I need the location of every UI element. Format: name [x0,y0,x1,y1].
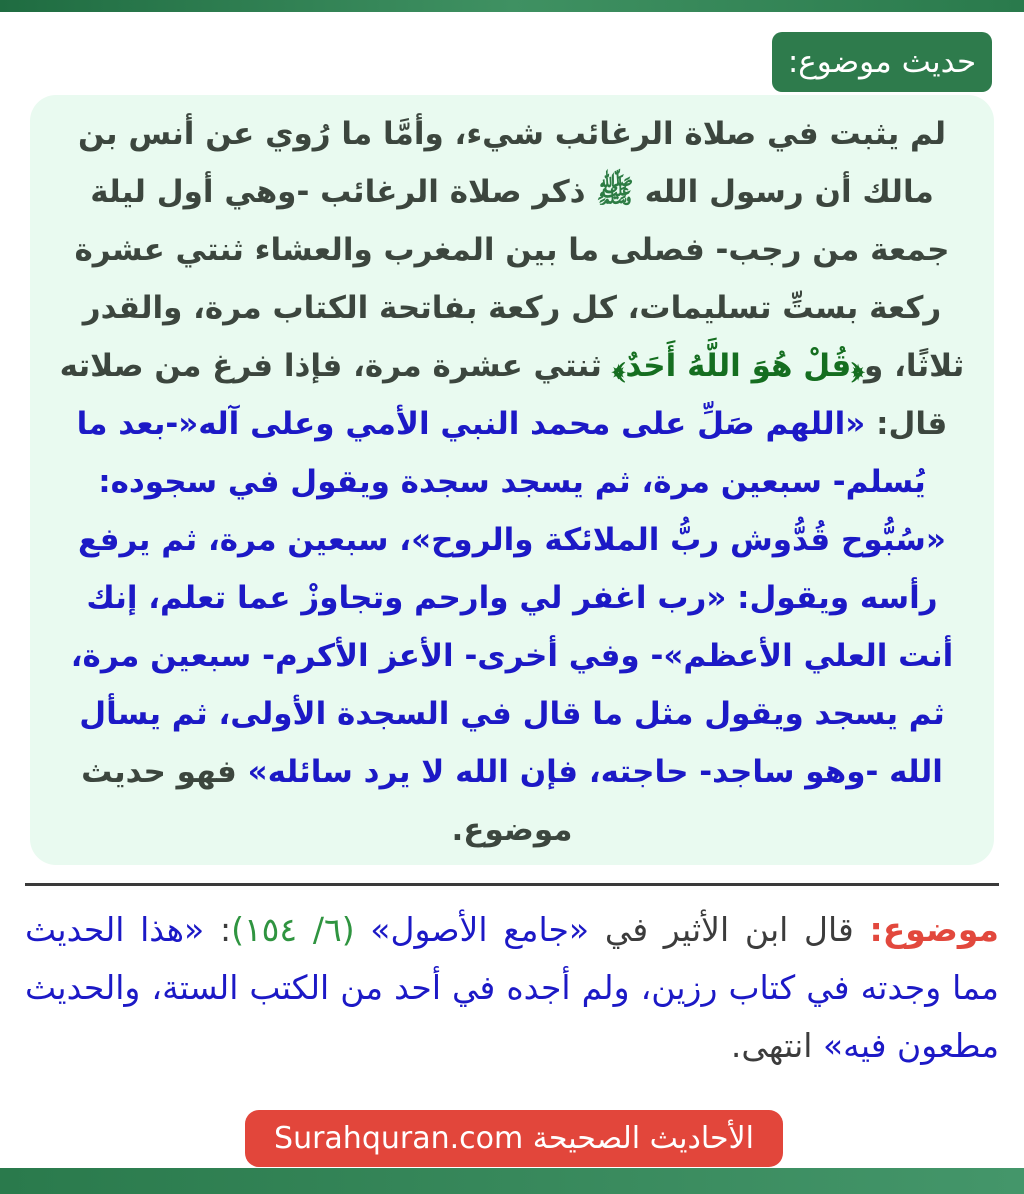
top-green-bar [0,0,1024,12]
verdict-text: موضوع: قال ابن الأثير في «جامع الأصول» (٦/ ١٥٤): «هذا الحديث مما وجدته في كتاب رزين، ولم أجده في أحد من الكتب الستة، والحديث مطعون فيه» انتهى. [25,910,999,1065]
hadith-text-box [30,95,994,865]
horizontal-divider [25,883,999,886]
site-banner: الأحاديث الصحيحة Surahquran.com [245,1110,783,1167]
bottom-green-bar [0,1168,1024,1194]
hadith-text: لم يثبت في صلاة الرغائب شيء، وأمَّا ما رُوي عن أنس بن مالك أن رسول الله ﷺ ذكر صلاة الرغائب -وهي أول ليلة جمعة من رجب- فصلى ما بين المغرب والعشاء ثنتي عشرة ركعة بستِّ تسليمات، كل ركعة بفاتحة الكتاب مرة، والقدر ثلاثًا، و﴿قُلْ هُوَ اللَّهُ أَحَدٌ﴾ ثنتي عشرة مرة، فإذا فرغ من صلاته قال: «اللهم صَلِّ على محمد النبي الأمي وعلى آله«-بعد ما يُسلم- سبعين مرة، ثم يسجد سجدة ويقول في سجوده: «سُبُّوح قُدُّوش ربُّ الملائكة والروح»، سبعين مرة، ثم يرفع رأسه ويقول: «رب اغفر لي وارحم وتجاوزْ عما تعلم، إنك أنت العلي الأعظم»- وفي أخرى- الأعز الأكرم- سبعين مرة، ثم يسجد ويقول مثل ما قال في السجدة الأولى، ثم يسأل الله -وهو ساجد- حاجته، فإن الله لا يرد سائله» فهو حديث موضوع. [59,116,965,848]
verdict-paragraph [25,901,999,1075]
hadith-status-label: حديث موضوع: [772,32,992,92]
